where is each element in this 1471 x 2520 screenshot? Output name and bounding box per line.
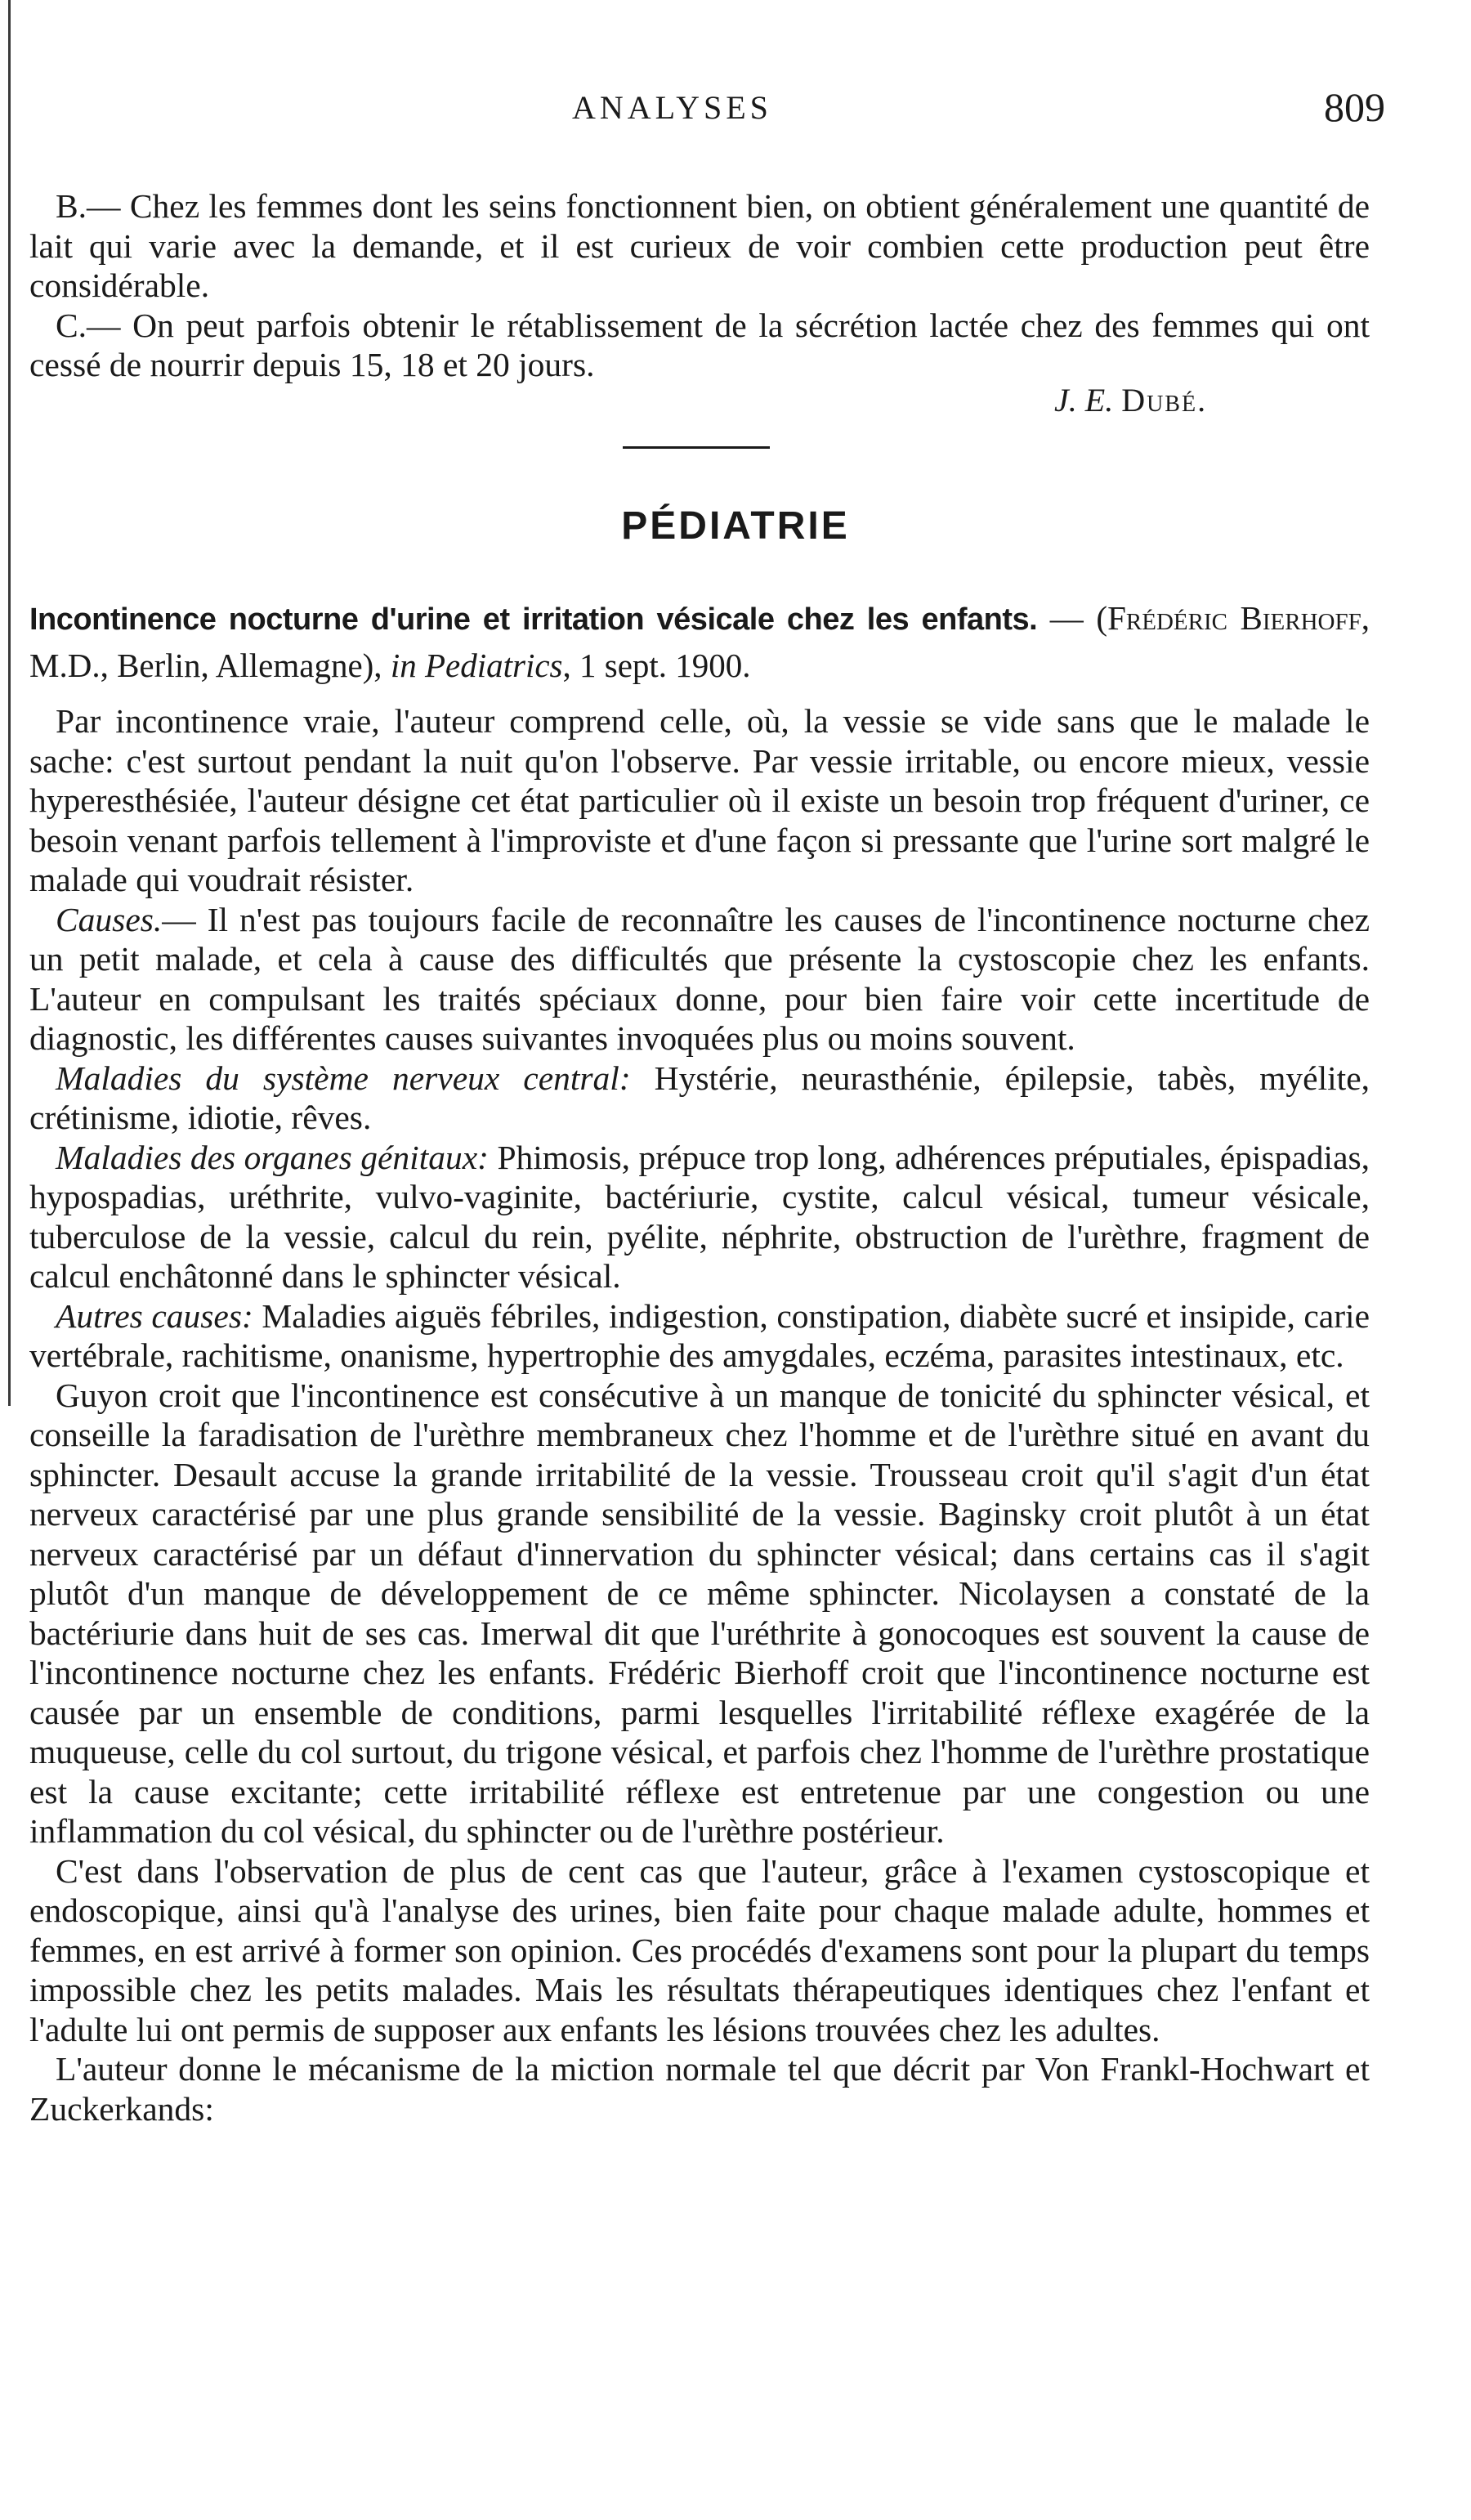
author-affiliation: , M.D., Berlin, Allemagne), — [29, 599, 1370, 684]
source-prefix: in — [390, 647, 425, 684]
guyon-paragraph: Guyon croit que l'incontinence est consécutive à un manque de tonicité du sphincter vésical, et conseille la faradisation de l'urèthre membraneux chez l'homme et de l'urèthre situé en avant du sphincter. Desault accuse la grande irritabilité de la vessie. Trousseau croit qu'il s'agit d'un état nerveux caractérisé par une plus grande sensibilité de la vessie. Baginsky croit plutôt à un état nerveux caractérisé par un défaut d'innervation du sphincter vésical; dans certains cas il s'agit plutôt d'un manque de développement de ce même sphincter. Nicolaysen a constaté de la bactériurie dans huit de ses cas. Imerwal dit que l'uréthrite à gonocoques est souvent la cause de l'incontinence nocturne chez les enfants. Frédéric Bierhoff croit que l'incontinence nocturne est causée par un ensemble de conditions, parmi lesquelles l'irritabilité réflexe exagérée de la muqueuse, celle du col surtout, du trigone vésical, et parfois chez l'homme de l'urèthre prostatique est la cause excitante; cette irritabilité réflexe est entretenue par une congestion ou une inflammation du col vésical, du sphincter ou de l'urèthre postérieur. — [29, 1376, 1370, 1850]
article-body — [29, 701, 1370, 2128]
intro-paragraph: Par incontinence vraie, l'auteur comprend celle, où, la vessie se vide sans que le malade le sache: c'est surtout pendant la nuit qu'on l'observe. Par vessie irritable, ou encore mieux, vessie hyperesthésiée, l'auteur désigne cet état particulier où il existe un besoin trop fréquent d'uriner, ce besoin venant parfois tellement à l'improviste et d'une façon si pressante que l'urine sort malgré le malade qui voudrait résister. — [29, 702, 1370, 898]
previous-article-text — [29, 186, 1370, 385]
genital-organs-label: Maladies des organes génitaux: — [56, 1138, 489, 1176]
other-causes-text: Maladies aiguës fébriles, indigestion, constipation, diabète sucré et insipide, carie vertébrale, rachitisme, onanisme, hypertrophie des amygdales, eczéma, parasites intestinaux, etc. — [29, 1296, 1370, 1374]
publication-date: , 1 sept. 1900. — [562, 647, 751, 684]
left-margin-rule — [8, 0, 11, 1406]
page-number: 809 — [1324, 84, 1385, 130]
author-open: — ( — [1037, 599, 1108, 637]
other-causes-paragraph — [29, 1296, 1370, 1376]
causes-text: — Il n'est pas toujours facile de reconnaître les causes de l'incontinence nocturne chez un petit malade, et cela à cause des difficultés que présente la cystoscopie chez les enfants. L'auteur en compulsant les traités spéciaux donne, pour bien faire voir cette incertitude de diagnostic, les différentes causes suivantes invoquées plus ou moins souvent. — [29, 900, 1370, 1057]
article-heading — [29, 595, 1370, 688]
observation-paragraph: C'est dans l'observation de plus de cent cas que l'auteur, grâce à l'examen cystoscopique et endoscopique, ainsi qu'à l'analyse des urines, bien faite pour chaque malade adulte, hommes et femmes, en est arrivé à former son opinion. Ces procédés d'examens sont pour la plupart du temps impossible chez les petits malades. Mais les résultats thérapeutiques identiques chez l'enfant et l'adulte lui ont permis de supposer aux enfants les lésions trouvées chez les adultes. — [29, 1851, 1370, 2048]
signature-initials: J. E. — [1054, 382, 1114, 419]
nervous-system-text: Hystérie, neurasthénie, épilepsie, tabès, myélite, crétinisme, idiotie, rêves. — [29, 1059, 1370, 1136]
journal-name: Pediatrics — [424, 647, 563, 684]
section-divider — [623, 446, 770, 449]
section-title: PÉDIATRIE — [621, 504, 850, 548]
signature-name: Dubé. — [1121, 382, 1208, 419]
other-causes-label: Autres causes: — [56, 1296, 253, 1335]
article-author: Frédéric Bierhoff — [1107, 599, 1361, 637]
mechanism-paragraph: L'auteur donne le mécanisme de la miction normale tel que décrit par Von Frankl-Hochwart et Zuckerkands: — [29, 2050, 1370, 2128]
paragraph-c: C.— On peut parfois obtenir le rétablissement de la sécrétion lactée chez des femmes qui ont cessé de nourrir depuis 15, 18 et 20 jours. — [29, 306, 1370, 383]
nervous-system-label: Maladies du système nerveux central: — [56, 1059, 631, 1097]
article-title: Incontinence nocturne d'urine et irritation vésicale chez les enfants. — [29, 602, 1038, 637]
author-signature — [1054, 381, 1207, 419]
running-title: ANALYSES — [572, 89, 772, 126]
running-head — [0, 84, 1471, 137]
causes-label: Causes. — [56, 900, 163, 938]
genital-organs-paragraph — [29, 1138, 1370, 1296]
causes-paragraph — [29, 900, 1370, 1059]
paragraph-b: B.— Chez les femmes dont les seins fonctionnent bien, on obtient généralement une quantité de lait qui varie avec la demande, et il est curieux de voir combien cette production peut être considérable. — [29, 187, 1370, 304]
nervous-system-paragraph — [29, 1059, 1370, 1138]
genital-organs-text: Phimosis, prépuce trop long, adhérences préputiales, épispadias, hypospadias, uréthrite, vulvo-vaginite, bactériurie, cystite, calcul vésical, tumeur vésicale, tuberculose de la vessie, calcul du rein, pyélite, néphrite, obstruction de l'urèthre, fragment de calcul enchâtonné dans le sphincter vésical. — [29, 1138, 1370, 1295]
